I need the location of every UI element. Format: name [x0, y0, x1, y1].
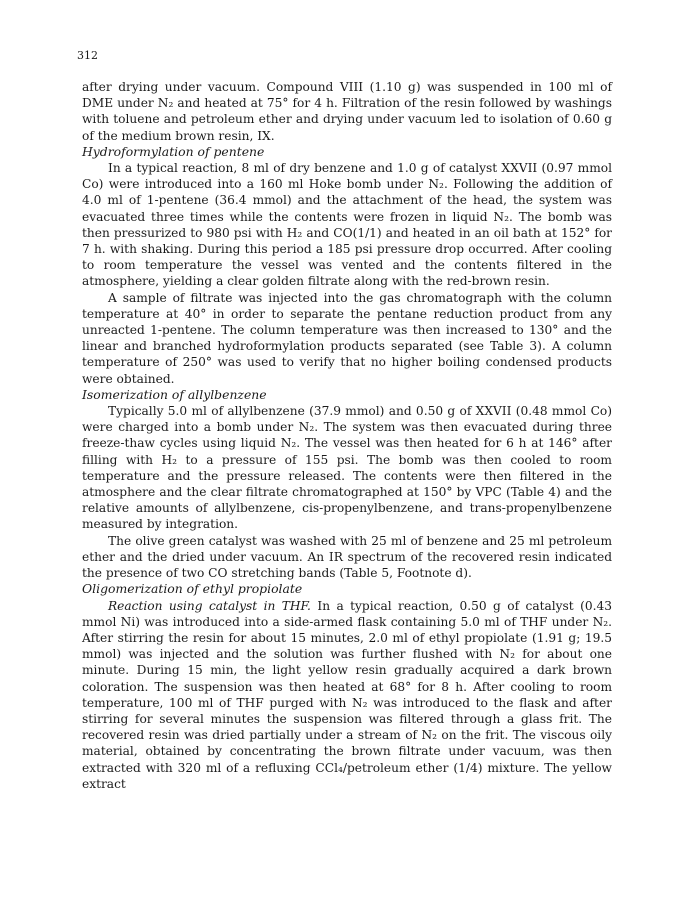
- subheading-reaction-in-thf: Reaction using catalyst in THF.: [108, 598, 311, 613]
- heading-hydroformylation: Hydroformylation of pentene: [82, 143, 265, 159]
- paragraph-oligomerization-text: In a typical reaction, 0.50 g of catalyst (0.43 mmol Ni) was introduced into a side-armed flask containing 5.0 ml of THF under N₂. After stirring the resin for about 15 minutes, 2.0 ml of ethyl propiolate (1.91 g; 19.5 mmol) was injected and the solution was further flushed with N₂ for about one minute. During 15 min, the light yellow resin gradually acquired a dark brown coloration. The suspension was then heated at 68° for 8 h. After cooling to room temperature, 100 ml of THF purged with N₂ was introduced to the flask and after stirring for several minutes the suspension was filtered through a glass frit. The recovered resin was dried partially under a stream of N₂ on the frit. The viscous oily material, obtained by concentrating the brown filtrate under vacuum, was then extracted with 320 ml of a refluxing CCl₄/petroleum ether (1/4) mixture. The yellow extract: [82, 598, 613, 791]
- body-text: [82, 79, 612, 792]
- paragraph-oligomerization-thf: [82, 598, 612, 792]
- paragraph-isomerization-procedure: Typically 5.0 ml of allylbenzene (37.9 mmol) and 0.50 g of XXVII (0.48 mmol Co) were charged into a bomb under N₂. The system was then evacuated during three freeze-thaw cycles using liquid N₂. The vessel was then heated for 6 h at 146° after filling with H₂ to a pressure of 155 psi. The bomb was then cooled to room temperature and the pressure released. The contents were then filtered in the atmosphere and the clear filtrate chromatographed at 150° by VPC (Table 4) and the relative amounts of allylbenzene, cis-propenylbenzene, and trans-propenylbenzene measured by integration.: [82, 404, 612, 532]
- paragraph-hydroformylation-gc: A sample of filtrate was injected into the gas chromatograph with the column temperature at 40° in order to separate the pentane reduction product from any unreacted 1-pentene. The column temperature was then increased to 130° and the linear and branched hydroformylation products separated (see Table 3). A column temperature of 250° was used to verify that no higher boiling condensed products were obtained.: [82, 290, 612, 386]
- heading-isomerization: Isomerization of allylbenzene: [82, 386, 267, 402]
- heading-oligomerization: Oligomerization of ethyl propiolate: [82, 581, 303, 597]
- paragraph-catalyst-washing: The olive green catalyst was washed with 25 ml of benzene and 25 ml petroleum ether and the dried under vacuum. An IR spectrum of the recovered resin indicated the presence of two CO stretching bands (Table 5, Footnote d).: [82, 533, 612, 581]
- paragraph-hydroformylation-procedure: In a typical reaction, 8 ml of dry benzene and 1.0 g of catalyst XXVII (0.97 mmol Co) were introduced into a 160 ml Hoke bomb under N₂. Following the addition of 4.0 ml of 1-pentene (36.4 mmol) and the attachment of the head, the system was evacuated three times while the contents were frozen in liquid N₂. The bomb was then pressurized to 980 psi with H₂ and CO(1/1) and heated in an oil bath at 152° for 7 h. with shaking. During this period a 185 psi pressure drop occurred. After cooling to room temperature the vessel was vented and the contents filtered in the atmosphere, yielding a clear golden filtrate along with the red-brown resin.: [82, 161, 612, 289]
- page-number: 312: [77, 49, 98, 62]
- paragraph-drying-resin-ix: after drying under vacuum. Compound VIII (1.10 g) was suspended in 100 ml of DME under N₂ and heated at 75° for 4 h. Filtration of the resin followed by washings with toluene and petroleum ether and drying under vacuum led to isolation of 0.60 g of the medium brown resin, IX.: [82, 80, 612, 143]
